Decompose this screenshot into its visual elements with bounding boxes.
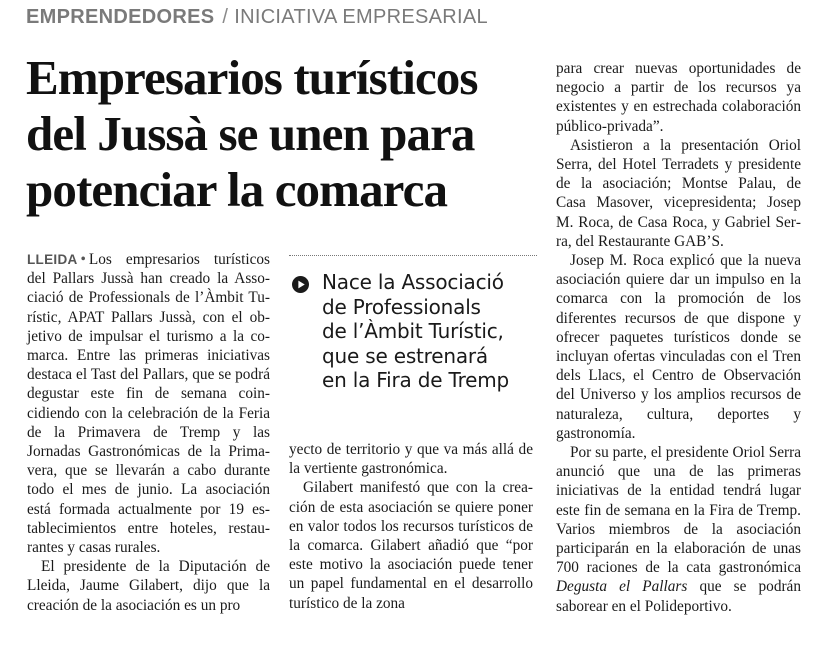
section-separator: / [222,5,229,28]
pullquote-line: en la Fira de Tremp [322,368,510,393]
pullquote-line: de Professionals [322,294,481,319]
headline-line: potenciar la comarca [26,162,448,217]
article-paragraph: Josep M. Roca explicó que la nueva asociación quiere dar un impulso en la comarca con la promoción de los diferentes recursos de que dispone y ofrecer paquetes turísticos donde se incluyan ofertas vinculadas con el Tren dels Llacs, el Centro de Observación del Universo y los amplios recursos de naturaleza, cultura, deportes y gastronomía. [556,252,801,442]
paragraph-text: Los empresarios turísticos del Pallars Jussà han creado la Associació de Professionals de l’Àmbit Turístic, APAT Pallars Jussà, con el objetivo de impulsar el turismo a la comarca. Entre las primeras iniciativas destaca el Tast del Pallars, que se podrá degustar este fin de semana coincidiendo con la celebración de la Feria de la Primavera de Tremp y las Jornadas Gastronómicas de la Primavera, que se llevarán a cabo durante todo el mes de junio. La asociación está formada actualmente por 19 establecimientos entre hoteles, restaurantes y casas rurales. [27,251,270,557]
play-circle-icon [292,276,309,293]
headline-line: Empresarios turísticos [26,50,478,105]
article-paragraph-continued: para crear nuevas oportunidades de negocio a partir de los recursos ya existentes y en estrechada colaboración público-privada”. [556,60,801,135]
pullquote-line: Nace la Associació [322,270,504,294]
article-paragraph: El presidente de la Diputación de Lleida, Jaume Gilabert, dijo que la creación de la asociación es un pro [27,558,270,614]
section-header [26,4,488,30]
article-column-1 [27,250,270,615]
pullquote [289,255,537,393]
pullquote-line: que se estrenará [322,343,488,368]
article-paragraph: Asistieron a la presentación Oriol Serra, del Hotel Terradets y presidente de la asociación; Montse Palau, de Casa Masover, vicepresidenta; Josep M. Roca, de Casa Roca, y Gabriel Serra, del Restaurante GAB’S. [556,136,801,250]
article-column-2 [289,440,533,613]
subsection-name: INICIATIVA EMPRESARIAL [234,5,488,28]
section-name: EMPRENDEDORES [26,5,215,28]
paragraph-text: Por su parte, el presidente Oriol Serra anunció que una de las primeras iniciativas de la entidad tendrá lugar este fin de semana en la Fira de Tremp. Varios miembros de la asociación participarán en la elaboración de unas 700 raciones de la cata gastronómica [556,444,801,577]
dateline-bullet-icon: • [80,251,86,268]
article-column-3 [556,59,801,616]
headline-line: del Jussà se unen para [26,106,475,161]
article-paragraph-continued: yecto de territorio y que va más allá de la vertiente gastronómica. [289,441,533,478]
paragraph-text: que se podrán saborear en el Polideportivo. [556,578,801,615]
headline [26,50,546,218]
dateline: LLEIDA [27,252,78,267]
pullquote-line: de l’Àmbit Turístic, [322,319,504,344]
event-name: Degusta el Pallars [556,578,688,596]
article-paragraph: Gilabert manifestó que con la creación de esta asociación se quiere poner en valor todos los recursos turísticos de la comarca. Gilabert añadió que “por este motivo la asociación puede tener un papel fundamental en el desarrollo turístico de la zona [289,479,533,612]
article-paragraph [27,250,270,557]
pullquote-text [322,270,537,393]
article-paragraph [556,443,801,616]
